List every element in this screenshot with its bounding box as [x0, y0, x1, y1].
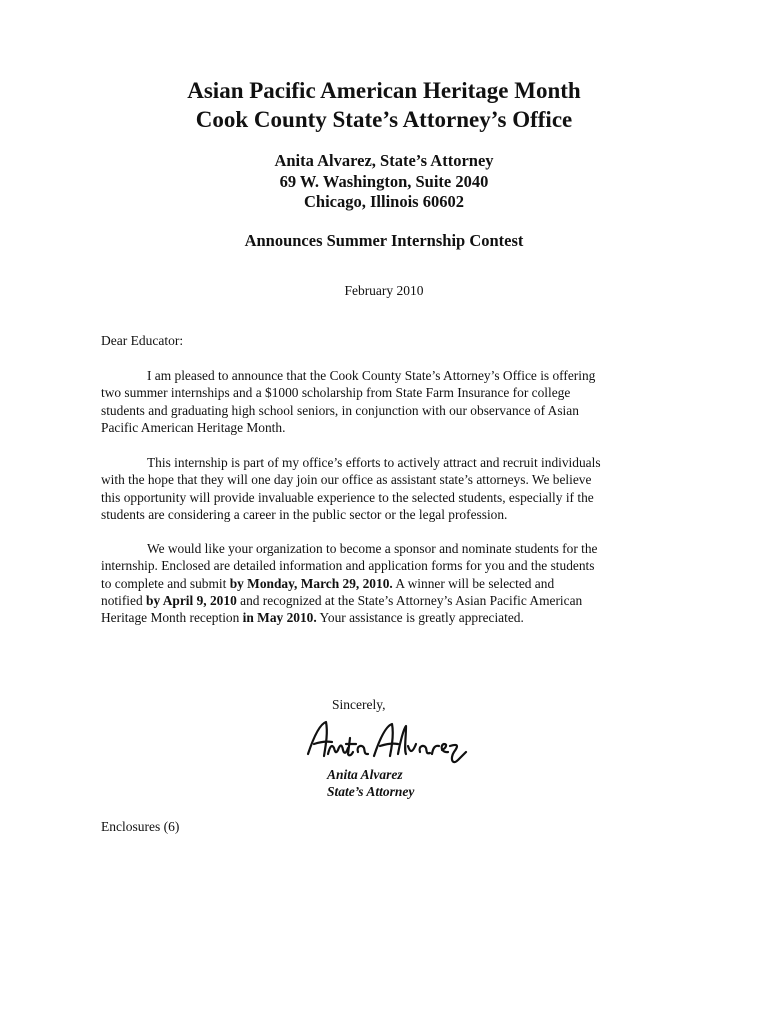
attorney-line: Anita Alvarez, State’s Attorney — [274, 151, 494, 170]
paragraph-3 — [101, 540, 661, 626]
paragraph-line: students and graduating high school seniors, in conjunction with our observance of Asian — [101, 402, 579, 418]
line-text: to complete and submit — [101, 575, 230, 591]
announcement-heading: Announces Summer Internship Contest — [244, 231, 524, 250]
line-text: A winner will be selected and — [392, 575, 555, 591]
line-text: and recognized at the State’s Attorney’s Asian Pacific American — [236, 592, 583, 608]
deadline-notify: by April 9, 2010 — [146, 592, 237, 608]
salutation: Dear Educator: — [101, 333, 184, 348]
address-city: Chicago, Illinois 60602 — [304, 192, 464, 211]
paragraph-line: with the hope that they will one day join our office as assistant state’s attorneys. We believe — [101, 472, 592, 488]
letter-date: February 2010 — [344, 283, 424, 298]
paragraph-line: I am pleased to announce that the Cook County State’s Attorney’s Office is offering — [147, 368, 596, 383]
address-street: 69 W. Washington, Suite 2040 — [279, 172, 489, 191]
title-office: Cook County State’s Attorney’s Office — [195, 107, 573, 132]
deadline-submit: by Monday, March 29, 2010. — [229, 575, 393, 591]
paragraph-line — [101, 609, 661, 626]
signature-image — [302, 714, 472, 770]
enclosures-note: Enclosures (6) — [101, 819, 180, 834]
paragraph-line — [101, 592, 661, 609]
line-text: Your assistance is greatly appreciated. — [316, 610, 524, 626]
paragraph-line: two summer internships and a $1000 scholarship from State Farm Insurance for college — [101, 385, 571, 401]
paragraph-line: students are considering a career in the public sector or the legal profession. — [101, 506, 508, 522]
closing-sincerely: Sincerely, — [332, 697, 386, 712]
reception-date: in May 2010. — [242, 610, 317, 626]
paragraph-1 — [101, 367, 661, 436]
paragraph-line: this opportunity will provide invaluable experience to the selected students, especially if the — [101, 489, 594, 505]
signer-name: Anita Alvarez — [327, 767, 403, 782]
signer-title: State’s Attorney — [327, 784, 415, 799]
line-text: Heritage Month reception — [101, 610, 243, 626]
paragraph-line: We would like your organization to become a sponsor and nominate students for the — [147, 541, 598, 556]
paragraph-line — [101, 575, 661, 592]
title-heritage-month: Asian Pacific American Heritage Month — [187, 78, 581, 103]
line-text: notified — [101, 592, 146, 608]
paragraph-line: Pacific American Heritage Month. — [101, 419, 286, 435]
paragraph-line: internship. Enclosed are detailed information and application forms for you and the students — [101, 558, 595, 574]
paragraph-2 — [101, 454, 661, 523]
paragraph-line: This internship is part of my office’s efforts to actively attract and recruit individuals — [147, 455, 601, 470]
